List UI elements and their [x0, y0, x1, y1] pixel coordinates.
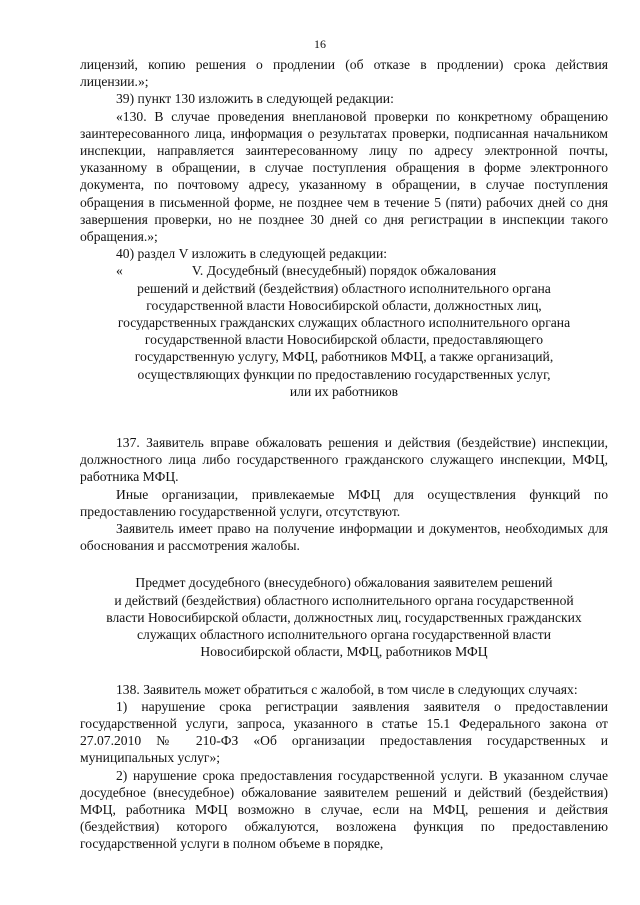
subject-heading-line: Новосибирской области, МФЦ, работников МФЦ	[200, 644, 488, 660]
subject-heading-line: Предмет досудебного (внесудебного) обжалования заявителем решений	[135, 575, 553, 591]
section-v-heading-line: государственной власти Новосибирской области, предоставляющего	[144, 332, 544, 348]
section-v-heading-line: государственной власти Новосибирской области, должностных лиц,	[146, 297, 542, 313]
section-v-heading-line: государственную услугу, МФЦ, работников МФЦ, а также организаций,	[134, 349, 554, 365]
section-v-heading-line: государственных гражданских служащих областного исполнительного органа	[117, 315, 571, 331]
document-body	[80, 56, 608, 853]
paragraph-138: 138. Заявитель может обратиться с жалобой, в том числе в следующих случаях:	[116, 681, 578, 697]
spacer	[80, 661, 608, 681]
paragraph-case-1: 1) нарушение срока регистрации заявления заявителя о предоставлении государственной услуги, запроса, указанного в статье 15.1 Федерального закона от 27.07.2010 № 210-ФЗ «Об организации предоставления государственных и муниципальных услуг»;	[80, 698, 608, 766]
subject-heading-line: власти Новосибирской области, должностных лиц, государственных гражданских	[106, 609, 582, 625]
subject-heading-line: и действий (бездействия) областного исполнительного органа государственной	[114, 592, 574, 608]
section-v-quote-mark: «	[116, 263, 123, 279]
paragraph-continuation: лицензий, копию решения о продлении (об отказе в продлении) срока действия лицензии.»;	[80, 57, 608, 90]
paragraph-right-to-information: Заявитель имеет право на получение информации и документов, необходимых для обоснования и рассмотрения жалобы.	[80, 521, 608, 554]
paragraph-130: «130. В случае проведения внеплановой проверки по конкретному обращению заинтересованного лица, информация о результатах проверки, подписанная начальником инспекции, направляется заинтересованному лицу по адресу электронной почты, указанному в обращении, в случае поступления обращения в форме электронного документа, по почтовому адресу, указанному в обращении, в случае поступления обращения в письменной форме, не позднее чем в течение 5 (пяти) рабочих дней со дня завершения проверки, но не позднее 30 дней со дня регистрации в инспекции такого обращения.»;	[80, 108, 608, 245]
paragraph-other-organizations: Иные организации, привлекаемые МФЦ для осуществления функций по предоставлению государственной услуги, отсутствуют.	[80, 486, 608, 519]
paragraph-item-40: 40) раздел V изложить в следующей редакции:	[116, 246, 388, 262]
section-v-heading-line: V. Досудебный (внесудебный) порядок обжалования	[191, 263, 497, 279]
section-v-heading	[80, 262, 608, 400]
section-v-heading-line: или их работников	[289, 383, 399, 399]
section-v-heading-line: осуществляющих функции по предоставлению государственных услуг,	[137, 366, 551, 382]
subject-heading-line: служащих областного исполнительного органа государственной власти	[137, 627, 551, 643]
spacer	[80, 554, 608, 574]
page-number: 16	[314, 37, 326, 51]
paragraph-item-39: 39) пункт 130 изложить в следующей редакции:	[116, 91, 394, 107]
paragraph-137: 137. Заявитель вправе обжаловать решения и действия (бездействие) инспекции, должностного лица либо государственного гражданского служащего инспекции, МФЦ, работника МФЦ.	[80, 435, 608, 485]
spacer	[80, 400, 608, 434]
subject-heading	[80, 574, 608, 660]
paragraph-case-2: 2) нарушение срока предоставления государственной услуги. В указанном случае досудебное (внесудебное) обжалование заявителем решений и действий (бездействия) МФЦ, работника МФЦ возможно в случае, если на МФЦ, решения и действия (бездействия) которого обжалуются, возложена функция по предоставлению государственной услуги в полном объеме в порядке,	[80, 767, 608, 852]
section-v-heading-line: решений и действий (бездействия) областного исполнительного органа	[137, 280, 551, 296]
